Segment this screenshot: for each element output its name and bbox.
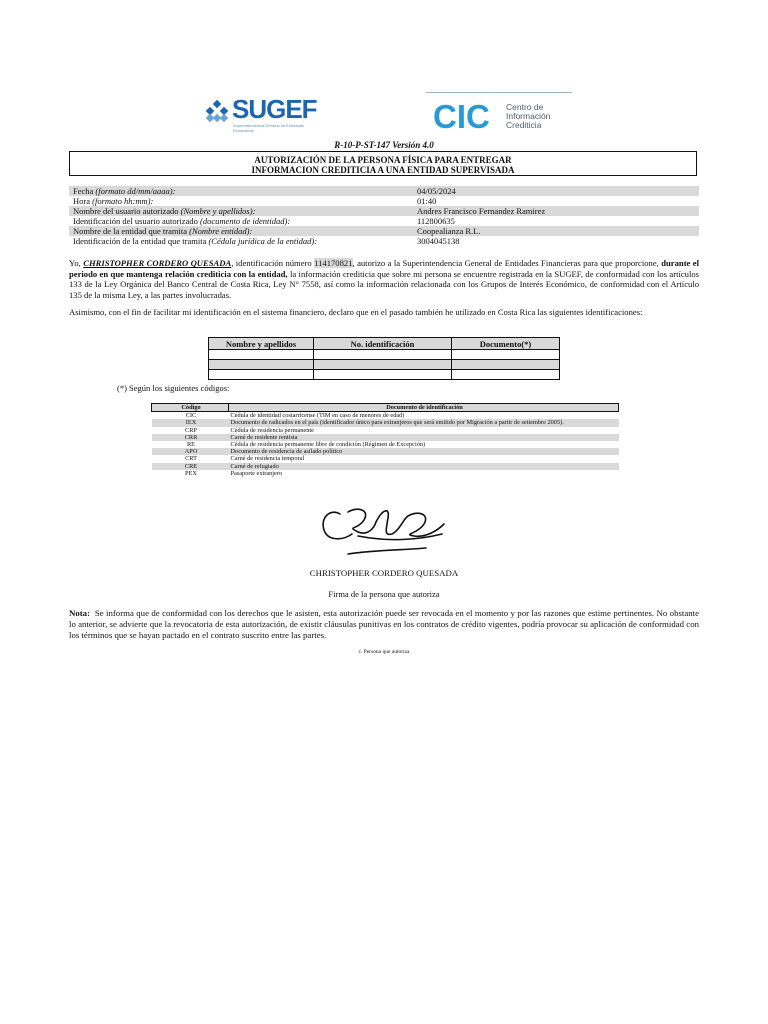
column-header: Documento de identificación	[229, 404, 619, 412]
table-row	[152, 412, 619, 420]
table-row	[152, 463, 619, 470]
info-label: Hora (formato hh:mm):	[73, 196, 154, 206]
form-title-line2: INFORMACION CREDITICIA A UNA ENTIDAD SUPERVISADA	[251, 165, 515, 175]
info-label: Nombre de la entidad que tramita (Nombre entidad):	[73, 226, 253, 236]
table-cell	[452, 360, 560, 370]
bold-phrase: durante el periodo en que mantenga relación crediticia con la entidad,	[69, 258, 700, 279]
code-cell: CRR	[152, 434, 229, 441]
table-cell	[314, 360, 452, 370]
code-cell: CRE	[152, 463, 229, 470]
table-row	[152, 455, 619, 462]
form-title	[69, 151, 697, 176]
desc-cell: Cédula de identidad costarricense (TIM en caso de menores de edad)	[230, 412, 405, 420]
info-row	[69, 226, 699, 236]
desc-cell: Cédula de residencia permanente	[230, 426, 314, 434]
sugef-logo	[203, 94, 317, 134]
table-cell	[452, 370, 560, 380]
info-row	[69, 206, 699, 216]
info-label: Fecha (formato dd/mm/aaaa):	[73, 186, 176, 196]
info-row	[69, 186, 699, 196]
info-value: 01:40	[417, 196, 437, 206]
form-title-line1: AUTORIZACIÓN DE LA PERSONA FÍSICA PARA ENTREGAR	[254, 155, 512, 165]
copy-recipient: c. Persona que autoriza	[358, 649, 410, 655]
signature-caption: Firma de la persona que autoriza	[328, 589, 440, 599]
info-row	[69, 216, 699, 226]
legal-note	[69, 608, 699, 641]
table-row	[152, 448, 619, 455]
code-cell: IEX	[152, 419, 229, 426]
handwritten-signature	[318, 500, 450, 568]
desc-cell: Cédula de residencia permanente libre de condición (Régimen de Excepción)	[230, 441, 426, 449]
table-cell	[209, 350, 314, 360]
code-cell: CRP	[185, 426, 197, 434]
code-cell: RE	[186, 441, 196, 449]
table-cell	[452, 350, 560, 360]
identifications-paragraph: Asimismo, con el fin de facilitar mi identificación en el sistema financiero, declaro que en el pasado también he utilizado en Costa Rica las siguientes identificaciones:	[69, 307, 643, 317]
info-label: Identificación de la entidad que tramita (Cédula jurídica de la entidad):	[73, 236, 318, 246]
desc-cell: Documento de radicados en el país (identificador único para extranjeros que será emitido por Migración a partir de setiembre 2005).	[229, 419, 619, 426]
table-cell	[209, 360, 314, 370]
column-header: Documento(*)	[452, 338, 560, 350]
code-cell: CRT	[185, 455, 197, 463]
code-cell: CIC	[185, 412, 197, 420]
table-row	[209, 350, 560, 360]
table-row	[152, 434, 619, 441]
cic-logo-text: CIC	[433, 98, 490, 135]
table-cell	[314, 370, 452, 380]
info-label: Identificación del usuario autorizado (documento de identidad):	[73, 216, 291, 226]
info-value: 04/05/2024	[417, 186, 456, 196]
sugef-logo-subtitle: Superintendencia General de Entidades Financieras	[233, 123, 304, 133]
header-logos	[0, 88, 768, 140]
column-header: Nombre y apellidos	[209, 338, 314, 350]
table-row	[152, 427, 619, 434]
cic-logo-subtitle: Centro de Información Crediticia	[506, 102, 551, 130]
column-header: No. identificación	[314, 338, 452, 350]
table-row	[152, 419, 619, 426]
table-cell	[209, 370, 314, 380]
authorizer-id: 114170821	[314, 258, 353, 268]
table-cell	[314, 350, 452, 360]
desc-cell: Documento de residencia de asilado político	[229, 448, 619, 455]
sugef-diamond-icon	[203, 100, 231, 128]
column-header: Código	[152, 404, 229, 412]
desc-cell: Carné de residencia temporal	[230, 455, 305, 463]
info-value: Andres Francisco Fernandez Ramirez	[417, 206, 546, 216]
desc-cell: Carné de refugiado	[229, 463, 619, 470]
previous-ids-table	[208, 337, 560, 380]
signer-name: CHRISTOPHER CORDERO QUESADA	[309, 568, 459, 578]
note-text: Se informa que de conformidad con los derechos que le asisten, esta autorización puede ser revocada en el momento y por las razones que estime pertinentes. No obstante lo anterior, se advierte que la revocatoria de esta autorización, de existir cláusulas punitivas en los contratos de crédito vigentes, podría provocar su aplicación de conformidad con los términos que se hayan pactado en el contrato suscrito entre las partes.	[69, 608, 699, 640]
info-row	[69, 196, 699, 206]
authorization-paragraph: Yo, CHRISTOPHER CORDERO QUESADA, identificación número 114170821, autorizo a la Superintendencia General de Entidades Financieras para que proporcione, durante el periodo en que mantenga relación crediticia con la entidad, la información crediticia que sobre mi persona se encuentre registrada en la SUGEF, de conformidad con los artículos 133 de la Ley Orgánica del Banco Central de Costa Rica, Ley N° 7558, así como la información relacionada con los Grupos de Interés Económico, de conformidad con el Artículo 135 de la misma Ley, a las partes involucradas.	[69, 258, 700, 300]
info-row	[69, 236, 699, 246]
code-cell: APO	[152, 448, 229, 455]
desc-cell: Pasaporte extranjero	[230, 469, 283, 477]
code-table	[151, 403, 619, 477]
table-row	[152, 441, 619, 448]
table-row	[152, 470, 619, 477]
info-value: 3004045138	[417, 236, 460, 246]
info-label: Nombre del usuario autorizado (Nombre y apellidos):	[73, 206, 256, 216]
codes-note: (*) Según los siguientes códigos:	[117, 383, 230, 393]
authorizer-name: CHRISTOPHER CORDERO QUESADA	[83, 258, 232, 268]
info-value: Coopealianza R.L.	[417, 226, 481, 236]
desc-cell: Carné de residente rentista	[229, 434, 619, 441]
form-version: R-10-P-ST-147 Versión 4.0	[334, 140, 434, 150]
table-row	[209, 370, 560, 380]
sugef-logo-text: SUGEF	[232, 94, 317, 124]
table-row	[209, 360, 560, 370]
info-table	[69, 186, 699, 246]
code-cell: PEX	[185, 469, 197, 477]
cic-logo	[426, 92, 572, 139]
note-label: Nota:	[69, 608, 91, 618]
info-value: 112800635	[417, 216, 455, 226]
